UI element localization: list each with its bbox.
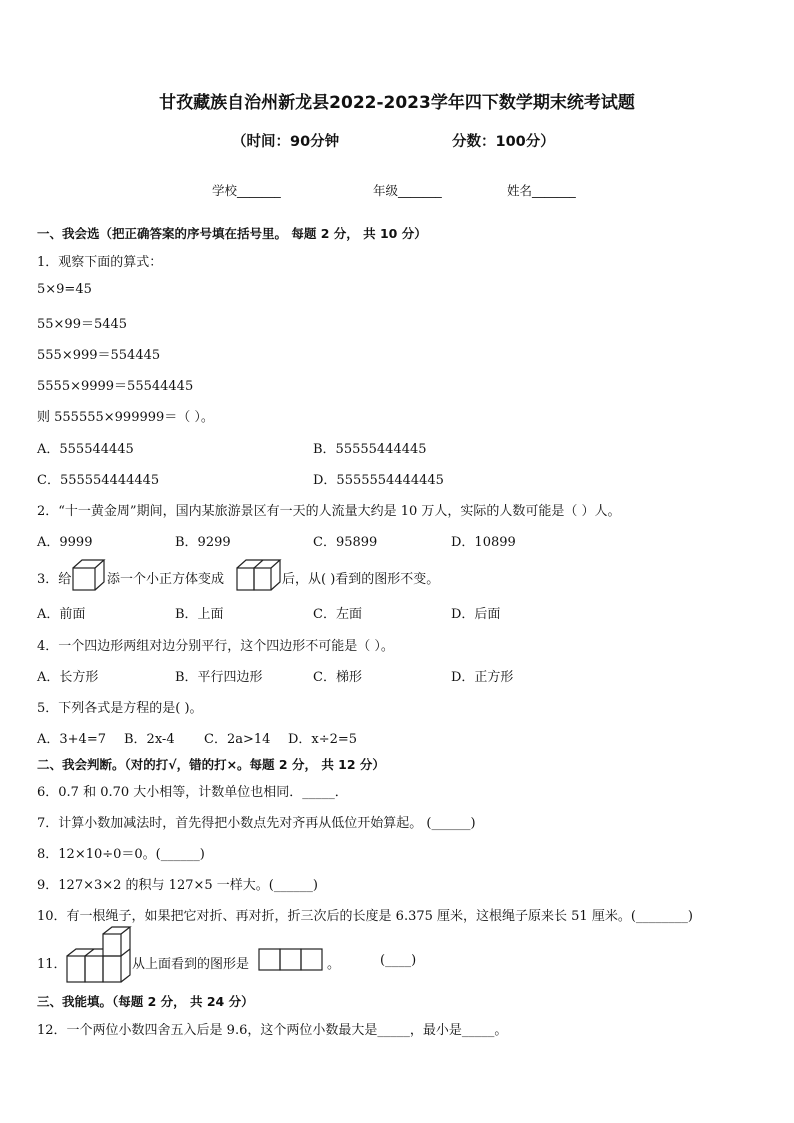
q1-stem: 1．观察下面的算式： — [37, 255, 163, 270]
q1-option-c: C．555554444445 — [37, 473, 160, 488]
q3-text-3: 后，从( )看到的图形不变。 — [282, 572, 440, 587]
q1-option-b: B．55555444445 — [313, 442, 427, 457]
q5-option-d: D．x÷2=5 — [288, 732, 358, 747]
q2-option-b: B．9299 — [175, 535, 231, 550]
q8: 8．12×10÷0＝0。(______) — [37, 847, 205, 862]
q1-line-2: 55×99＝5445 — [37, 317, 128, 332]
q5-option-a: A．3+4=7 — [37, 732, 106, 747]
q1-option-d: D．5555554444445 — [313, 473, 444, 488]
q3-option-d: D．后面 — [451, 607, 501, 622]
q4-option-d: D．正方形 — [451, 670, 514, 685]
single-cube-figure — [72, 559, 106, 591]
q3-text-1: 3．给 — [37, 572, 72, 587]
q5-option-c: C．2a>14 — [204, 732, 271, 747]
two-cubes-figure — [236, 559, 282, 591]
q4-option-a: A．长方形 — [37, 670, 99, 685]
q1-option-a: A．555544445 — [37, 442, 134, 457]
section1-heading: 一、我会选（把正确答案的序号填在括号里。 每题 2 分， 共 10 分） — [37, 226, 427, 241]
q1-line-1: 5×9=45 — [37, 282, 92, 297]
q2-stem: 2．“十一黄金周”期间，国内某旅游景区有一天的人流量大约是 10 万人，实际的人数可能是（ ）人。 — [37, 504, 621, 519]
q2-option-c: C．95899 — [313, 535, 378, 550]
q5-option-b: B．2x-4 — [124, 732, 175, 747]
q10: 10．有一根绳子，如果把它对折、再对折，折三次后的长度是 6.375 厘米，这根绳子原来长 51 厘米。(________) — [37, 909, 693, 924]
q3-option-a: A．前面 — [37, 607, 86, 622]
q9: 9．127×3×2 的积与 127×5 一样大。(______) — [37, 878, 318, 893]
q11-text: 从上面看到的图形是 — [132, 957, 250, 972]
q11-period: 。 — [327, 957, 341, 972]
q5-stem: 5．下列各式是方程的是( )。 — [37, 701, 203, 716]
name-field: 姓名_______ — [507, 183, 576, 198]
q12: 12．一个两位小数四舍五入后是 9.6，这个两位小数最大是_____，最小是_____。 — [37, 1023, 508, 1038]
q1-line-3: 555×999＝554445 — [37, 348, 161, 363]
q3-option-b: B．上面 — [175, 607, 224, 622]
q2-option-d: D．10899 — [451, 535, 516, 550]
q4-option-b: B．平行四边形 — [175, 670, 263, 685]
top-view-figure — [258, 948, 324, 972]
q2-option-a: A．9999 — [37, 535, 93, 550]
exam-time: （时间：90分钟 — [232, 134, 340, 150]
exam-score: 分数：100分） — [452, 134, 555, 150]
q3-text-2: 添一个小正方体变成 — [107, 572, 225, 587]
cube-stack-figure — [66, 934, 132, 984]
q7: 7．计算小数加减法时，首先得把小数点先对齐再从低位开始算起。 (______) — [37, 816, 476, 831]
q6: 6．0.7 和 0.70 大小相等，计数单位也相同．_____． — [37, 785, 348, 800]
q11-number: 11． — [37, 957, 67, 972]
q4-option-c: C．梯形 — [313, 670, 362, 685]
q3-option-c: C．左面 — [313, 607, 362, 622]
q1-ask: 则 555555×999999＝（ ）。 — [37, 410, 214, 425]
q1-line-4: 5555×9999＝55544445 — [37, 379, 194, 394]
page-title: 甘孜藏族自治州新龙县2022-2023学年四下数学期末统考试题 — [159, 93, 635, 113]
q4-stem: 4．一个四边形两组对边分别平行，这个四边形不可能是（ ）。 — [37, 639, 394, 654]
school-field: 学校_______ — [212, 183, 281, 198]
grade-field: 年级_______ — [373, 183, 442, 198]
section2-heading: 二、我会判断。（对的打√，错的打×。每题 2 分， 共 12 分） — [37, 757, 385, 772]
q11-answer-blank: (____) — [380, 953, 417, 968]
section3-heading: 三、我能填。（每题 2 分， 共 24 分） — [37, 994, 254, 1009]
